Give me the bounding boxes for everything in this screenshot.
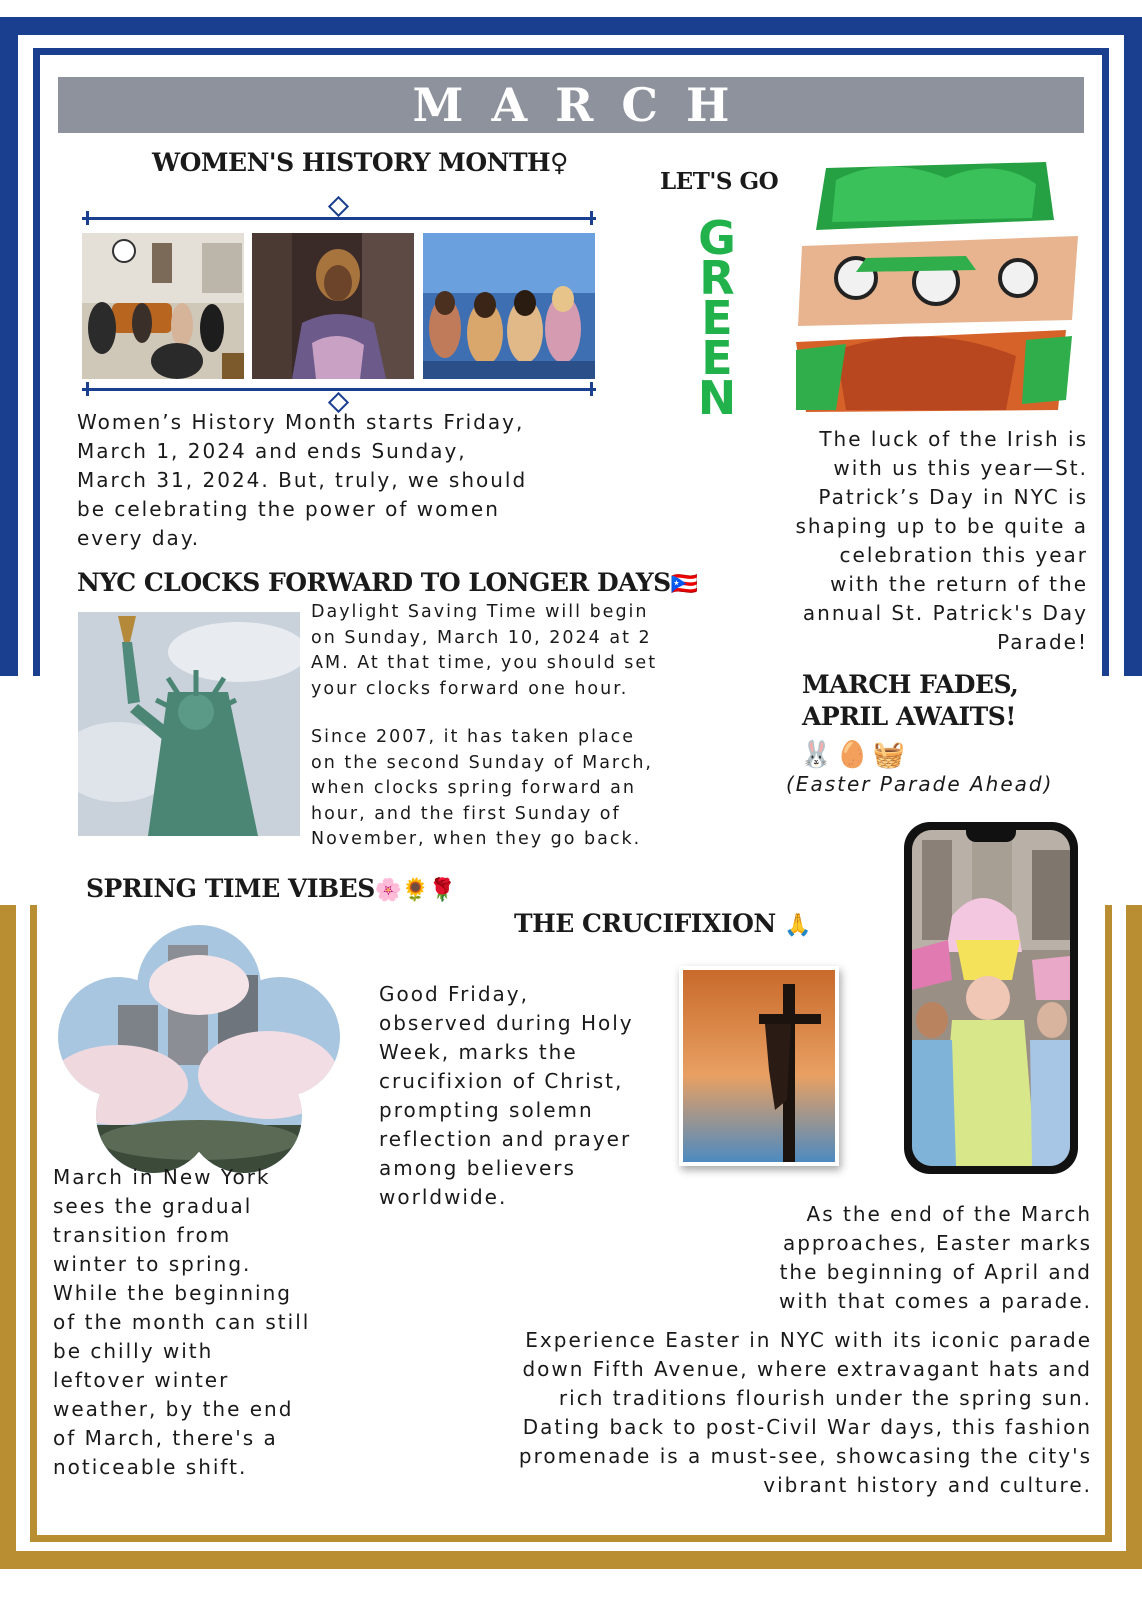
crucifixion-photo: [679, 966, 839, 1166]
st-patricks-photo: [796, 160, 1086, 412]
womens-photo-2: [252, 233, 414, 379]
green-letter: N: [697, 371, 737, 425]
flower-emoji-row: 🌸🌻🌹: [374, 877, 456, 903]
puerto-rico-flag-icon: 🇵🇷: [670, 571, 698, 597]
womens-history-heading: WOMEN'S HISTORY MONTH♀: [152, 148, 568, 177]
clocks-body-2: Since 2007, it has taken place on the second Sunday of March, when clocks spring forward an hour, and the first Sunday of November, when they go back.: [311, 727, 653, 849]
strip-tick: [86, 382, 89, 396]
easter-parade-phone: [904, 822, 1078, 1174]
april-heading-line1: MARCH FADES,: [802, 670, 1019, 699]
spring-heading: [86, 874, 455, 903]
strip-top-rule: [82, 217, 596, 220]
st-patricks-body: The luck of the Irish is with us this year—St. Patrick’s Day in NYC is shaping up to be quite a celebration this year with the return of the annual St. Patrick's Day Parade!: [795, 427, 1088, 654]
green-letter: E: [701, 291, 733, 345]
green-vertical-word: [692, 211, 742, 425]
clocks-heading-text: NYC CLOCKS FORWARD TO LONGER DAYS: [77, 568, 671, 597]
easter-body-2: Experience Easter in NYC with its iconic parade down Fifth Avenue, where extravagant hats and rich traditions flourish under the spring sun. Dating back to post-Civil War days, this fashion promenade is a must-see, showcasing the city's vibrant history and culture.: [518, 1328, 1092, 1497]
womens-history-body: Women’s History Month starts Friday, March 1, 2024 and ends Sunday, March 31, 2024. But, truly, we should be celebrating the power of women every day.: [77, 410, 528, 550]
clocks-body-1: Daylight Saving Time will begin on Sunday, March 10, 2024 at 2 AM. At that time, you should set your clocks forward one hour.: [311, 602, 658, 699]
phone-notch: [966, 830, 1016, 842]
crucifixion-heading-text: THE CRUCIFIXION: [514, 909, 776, 938]
april-heading-line2: APRIL AWAITS!: [802, 702, 1016, 731]
womens-photo-3: [423, 233, 595, 379]
easter-body-1: As the end of the March approaches, Easter marks the beginning of April and with that comes a parade.: [779, 1202, 1092, 1313]
phone-screen: [912, 830, 1070, 1166]
strip-bottom-rule: [82, 388, 596, 391]
month-banner: [58, 77, 1084, 133]
green-letter: R: [699, 251, 735, 305]
cherry-blossom-photo: [58, 925, 340, 1175]
spring-heading-text: SPRING TIME VIBES: [86, 874, 375, 903]
statue-of-liberty-photo: [78, 612, 300, 836]
green-letter: G: [698, 211, 736, 265]
crucifixion-heading: [514, 909, 811, 938]
spring-body: March in New York sees the gradual transition from winter to spring. While the beginning of the month can still be chilly with leftover winter weather, by the end of March, there's a noticeable shift.: [53, 1165, 311, 1479]
womens-photo-1: [82, 233, 244, 379]
strip-tick: [590, 211, 593, 225]
month-title: MARCH: [412, 78, 758, 132]
lets-go-heading: LET'S GO: [660, 168, 779, 195]
easter-emoji-row: 🐰🥚🧺: [800, 740, 910, 770]
green-letter: E: [701, 331, 733, 385]
strip-tick: [86, 211, 89, 225]
april-subtitle: (Easter Parade Ahead): [786, 772, 1054, 796]
strip-tick: [590, 382, 593, 396]
praying-hands-icon: 🙏: [783, 912, 811, 938]
crucifixion-body: Good Friday, observed during Holy Week, marks the crucifixion of Christ, prompting solemn reflection and prayer among believers worldwide.: [379, 982, 634, 1209]
clocks-heading: [77, 568, 698, 597]
